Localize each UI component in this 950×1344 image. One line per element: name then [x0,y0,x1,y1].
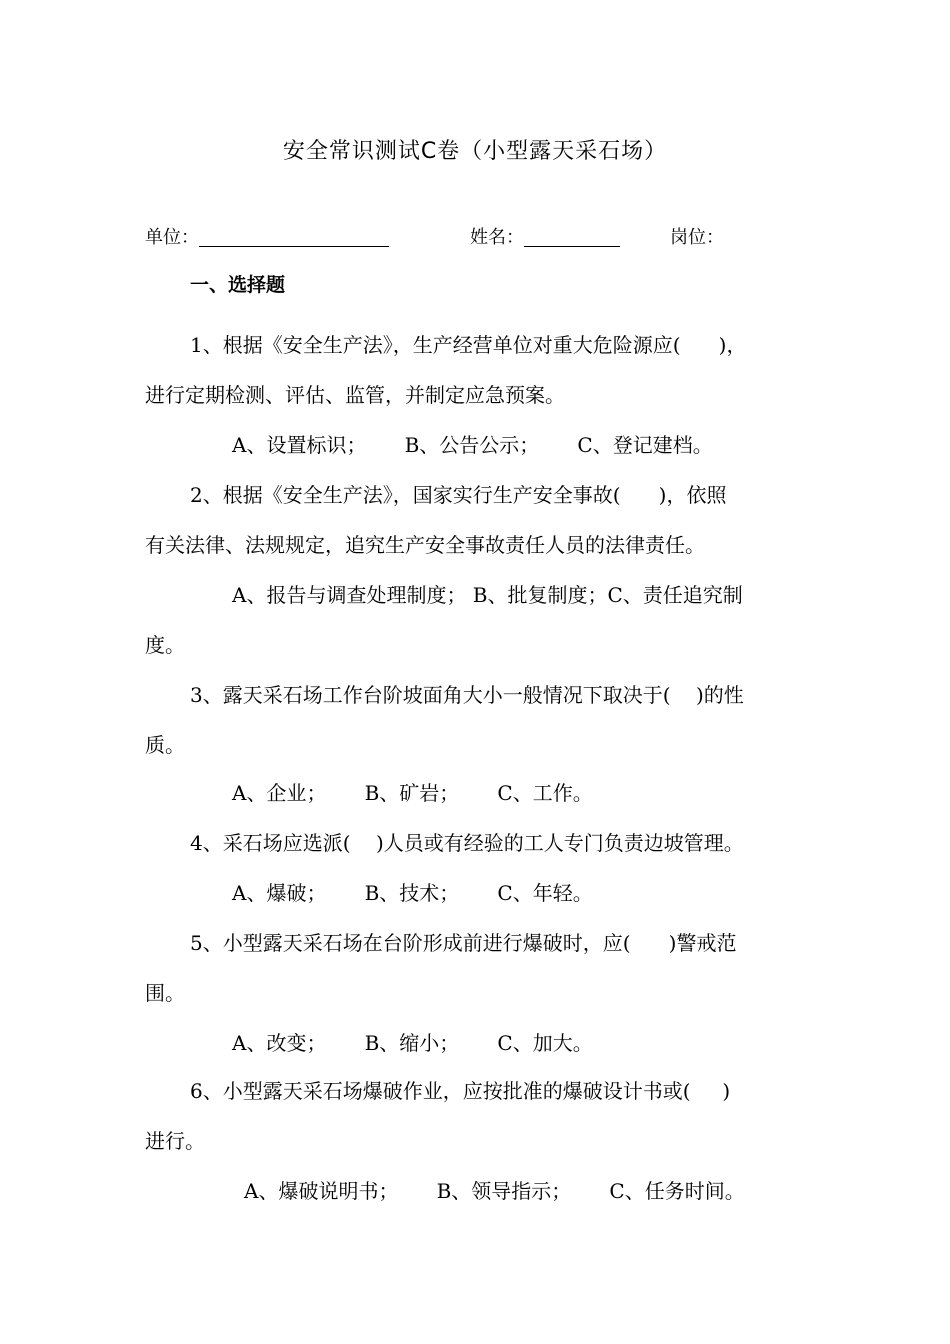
question-3-options: A、企业； B、矿岩； C、工作。 [232,781,593,805]
question-2-line-1: 2、根据《安全生产法》，国家实行生产安全事故( )，依照 [190,483,727,507]
question-5-line-1: 5、小型露天采石场在台阶形成前进行爆破时，应( )警戒范 [190,931,737,955]
question-2-line-2: 有关法律、法规规定，追究生产安全事故责任人员的法律责任。 [145,533,705,557]
question-1-line-2: 进行定期检测、评估、监管，并制定应急预案。 [145,383,565,407]
post-field [670,222,724,254]
question-6-line-2: 进行。 [145,1129,205,1153]
unit-label: 单位： [145,227,199,248]
question-2-options-cont: 度。 [145,633,185,657]
question-3-line-2: 质。 [145,733,185,757]
question-2-options: A、报告与调查处理制度； B、批复制度；C、责任追究制 [232,583,743,607]
question-1-line-1: 1、根据《安全生产法》，生产经营单位对重大危险源应( )， [190,333,747,357]
question-4-options: A、爆破； B、技术； C、年轻。 [232,881,593,905]
page-title: 安全常识测试C卷（小型露天采石场） [282,139,668,164]
name-label: 姓名： [470,227,524,248]
question-5-line-2: 围。 [145,981,185,1005]
post-label: 岗位： [670,227,724,248]
unit-field [145,222,389,254]
question-5-options: A、改变； B、缩小； C、加大。 [232,1031,593,1055]
question-3-line-1: 3、露天采石场工作台阶坡面角大小一般情况下取决于( )的性 [190,683,744,707]
unit-blank[interactable] [199,224,389,247]
question-6-line-1: 6、小型露天采石场爆破作业，应按批准的爆破设计书或( ) [190,1079,731,1103]
question-4-line-1: 4、采石场应选派( )人员或有经验的工人专门负责边坡管理。 [190,831,744,855]
section-heading: 一、选择题 [190,274,286,296]
question-1-options: A、设置标识； B、公告公示； C、登记建档。 [232,433,713,457]
name-field [470,222,620,254]
name-blank[interactable] [524,224,620,247]
question-6-options: A、爆破说明书； B、领导指示； C、任务时间。 [244,1179,745,1203]
